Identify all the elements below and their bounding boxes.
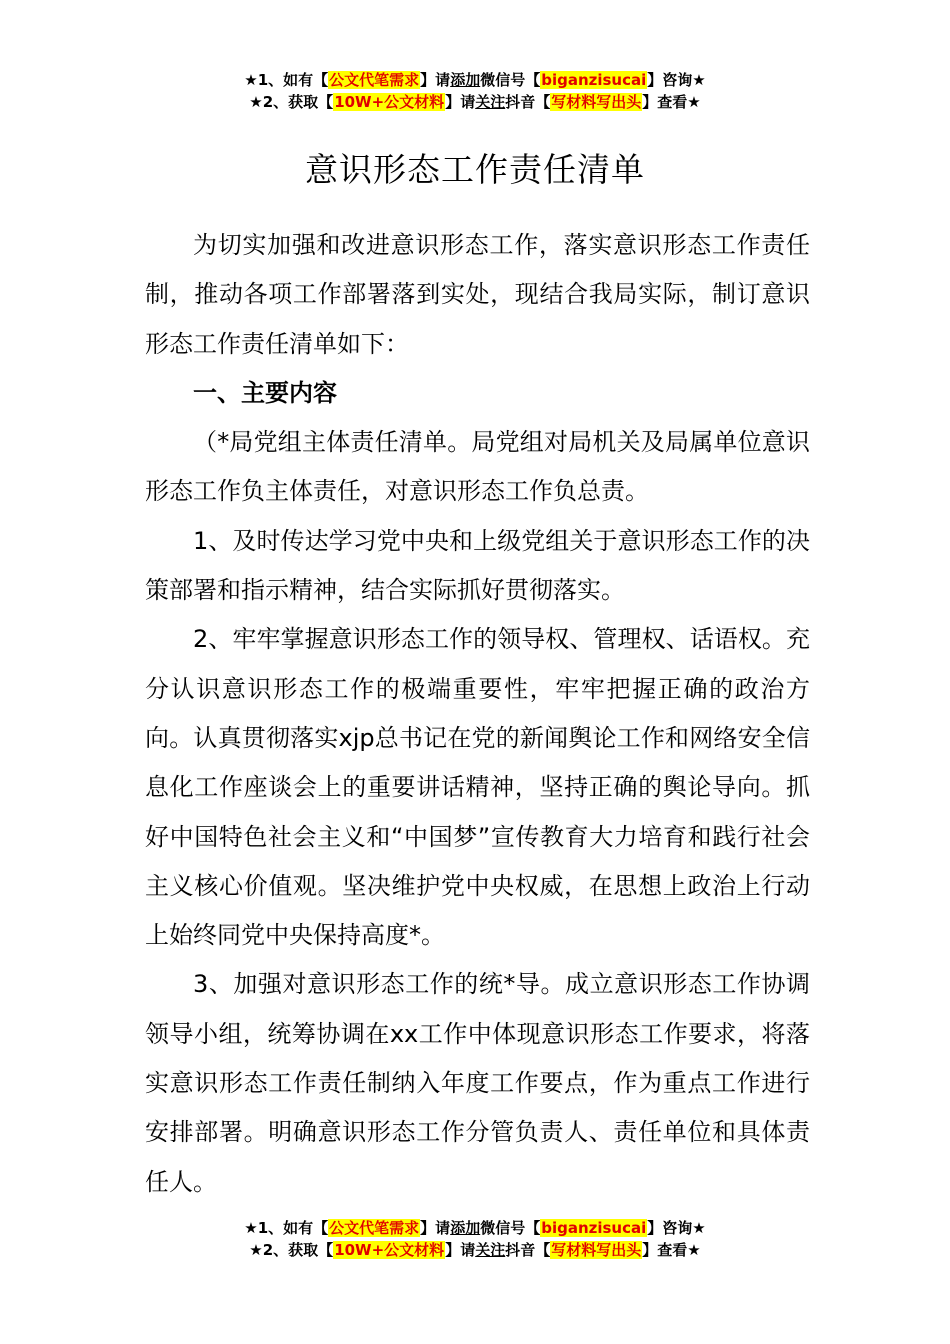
paragraph-item-2: 2、牢牢掌握意识形态工作的领导权、管理权、话语权。充分认识意识形态工作的极端重要性，牢牢把握正确的政治方向。认真贯彻落实xjp总书记在党的新闻舆论工作和网络安全信息化工作座谈会上的重要讲话精神，坚持正确的舆论导向。抓好中国特色社会主义和“中国梦”宣传教育大力培育和践行社会主义核心价值观。坚决维护党中央权威，在思想上政治上行动上始终同党中央保持高度*。 — [145, 625, 810, 950]
banner-highlight: 10W+公文材料 — [334, 1241, 445, 1259]
footer-banner — [0, 1217, 950, 1261]
banner-text: ★1、如有【 — [244, 1219, 329, 1237]
header-banner — [0, 69, 950, 113]
banner-text: ★1、如有【 — [244, 71, 329, 89]
section-heading: 一、主要内容 — [193, 378, 337, 407]
document-body — [145, 221, 810, 1207]
document-title: 意识形态工作责任清单 — [305, 150, 645, 190]
banner-text: 微信号【 — [480, 1219, 541, 1237]
paragraph-item-3: 3、加强对意识形态工作的统*导。成立意识形态工作协调领导小组，统筹协调在xx工作中体现意识形态工作要求，将落实意识形态工作责任制纳入年度工作要点，作为重点工作进行安排部署。明确意识形态工作分管负责人、责任单位和具体责任人。 — [145, 970, 810, 1196]
banner-highlight: 公文代笔需求 — [329, 71, 420, 89]
banner-text: 】咨询★ — [647, 1219, 706, 1237]
banner-text: 】请 — [420, 1219, 451, 1237]
banner-text: 微信号【 — [480, 71, 541, 89]
paragraph-intro: 为切实加强和改进意识形态工作，落实意识形态工作责任制，推动各项工作部署落到实处，现结合我局实际，制订意识形态工作责任清单如下： — [145, 231, 810, 358]
banner-text: ★2、获取【 — [249, 93, 334, 111]
banner-highlight: 写材料写出头 — [551, 1241, 642, 1259]
banner-text: 】请 — [420, 71, 451, 89]
banner-highlight: biganzisucai — [541, 71, 647, 89]
banner-text: ★2、获取【 — [249, 1241, 334, 1259]
banner-text: 】查看★ — [642, 93, 701, 111]
banner-line-1 — [0, 1217, 950, 1239]
paragraph-item-1: 1、及时传达学习党中央和上级党组关于意识形态工作的决策部署和指示精神，结合实际抓好贯彻落实。 — [145, 526, 810, 605]
banner-line-2 — [0, 1239, 950, 1261]
banner-highlight: 公文代笔需求 — [329, 1219, 420, 1237]
banner-line-2 — [0, 91, 950, 113]
banner-text: 】请 — [445, 93, 476, 111]
banner-line-1 — [0, 69, 950, 91]
banner-highlight: biganzisucai — [541, 1219, 647, 1237]
banner-text: 抖音【 — [505, 93, 551, 111]
banner-underline: 添加 — [450, 71, 481, 89]
banner-highlight: 写材料写出头 — [551, 93, 642, 111]
banner-text: 】请 — [445, 1241, 476, 1259]
banner-text: 抖音【 — [505, 1241, 551, 1259]
banner-text: 】咨询★ — [647, 71, 706, 89]
banner-highlight: 10W+公文材料 — [334, 93, 445, 111]
banner-underline: 关注 — [475, 93, 506, 111]
paragraph-responsibility: （*局党组主体责任清单。局党组对局机关及局属单位意识形态工作负主体责任，对意识形态工作负总责。 — [145, 428, 810, 506]
banner-underline: 关注 — [475, 1241, 506, 1259]
banner-text: 】查看★ — [642, 1241, 701, 1259]
banner-underline: 添加 — [450, 1219, 481, 1237]
